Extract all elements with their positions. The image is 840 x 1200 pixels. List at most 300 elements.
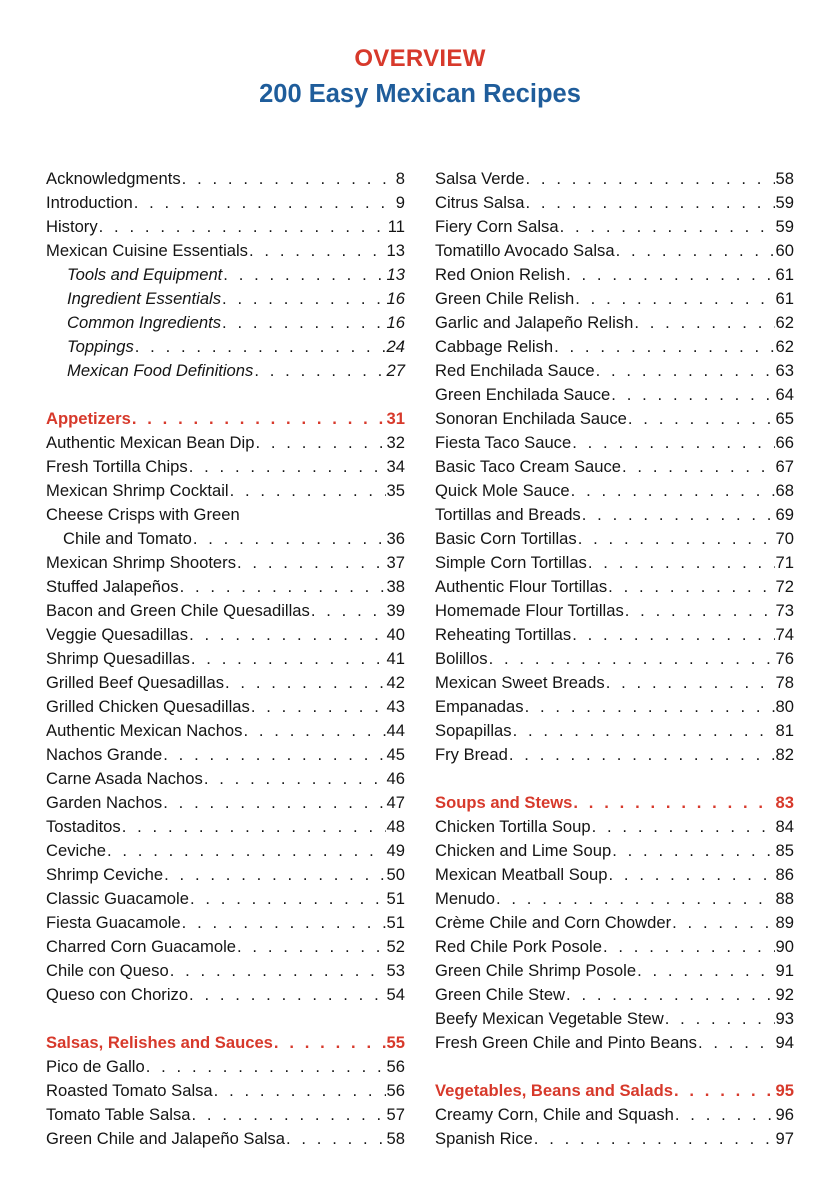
toc-entry[interactable] <box>435 815 794 839</box>
dot-leader <box>573 791 774 815</box>
entry-title: Mexican Sweet Breads <box>435 673 605 692</box>
toc-entry[interactable] <box>46 263 405 287</box>
dot-leader <box>182 911 386 935</box>
entry-page: 69 <box>775 505 794 524</box>
entry-title: Stuffed Jalapeños <box>46 577 179 596</box>
appetizers-list-b <box>46 551 405 1007</box>
toc-entry[interactable] <box>435 311 794 335</box>
toc-entry[interactable] <box>46 335 405 359</box>
book-subtitle: 200 Easy Mexican Recipes <box>259 80 581 108</box>
dot-leader <box>592 815 775 839</box>
dot-leader <box>616 239 775 263</box>
entry-page: 34 <box>386 457 405 476</box>
dot-leader <box>509 743 775 767</box>
dot-leader <box>223 263 385 287</box>
entry-title: Beefy Mexican Vegetable Stew <box>435 1009 664 1028</box>
entry-page: 8 <box>395 169 405 188</box>
entry-page: 44 <box>386 721 405 740</box>
toc-entry[interactable] <box>46 959 405 983</box>
dot-leader <box>534 1127 775 1151</box>
dot-leader <box>566 983 774 1007</box>
entry-page: 40 <box>386 625 405 644</box>
entry-page: 97 <box>775 1129 794 1148</box>
dot-leader <box>286 1127 386 1151</box>
toc-entry[interactable] <box>435 455 794 479</box>
dot-leader <box>588 551 775 575</box>
dot-leader <box>606 671 775 695</box>
entry-page: 74 <box>775 625 794 644</box>
entry-title: Spanish Rice <box>435 1129 533 1148</box>
section-heading-soups[interactable] <box>435 791 794 815</box>
toc-entry[interactable] <box>435 431 794 455</box>
entry-title: Garlic and Jalapeño Relish <box>435 313 634 332</box>
dot-leader <box>496 887 775 911</box>
toc-entry[interactable] <box>435 599 794 623</box>
dot-leader <box>274 1031 386 1055</box>
entry-page: 37 <box>386 553 405 572</box>
toc-entry[interactable] <box>435 959 794 983</box>
dot-leader <box>134 191 395 215</box>
dot-leader <box>628 407 775 431</box>
entry-title: Tomatillo Avocado Salsa <box>435 241 615 260</box>
toc-entry[interactable] <box>46 191 405 215</box>
dot-leader <box>132 407 386 431</box>
entry-page: 92 <box>775 985 794 1004</box>
dot-leader <box>254 359 385 383</box>
toc-entry[interactable] <box>46 215 405 239</box>
dot-leader <box>525 695 775 719</box>
dot-leader <box>182 167 395 191</box>
dot-leader <box>170 959 386 983</box>
entry-page: 13 <box>386 241 405 260</box>
toc-entry[interactable] <box>435 239 794 263</box>
entry-title: Tortillas and Breads <box>435 505 581 524</box>
dot-leader <box>107 839 386 863</box>
entry-page: 45 <box>386 745 405 764</box>
dot-leader <box>214 1079 386 1103</box>
entry-title: Introduction <box>46 193 133 212</box>
entry-page: 16 <box>386 313 405 332</box>
section-title: Soups and Stews <box>435 793 573 812</box>
dot-leader <box>625 599 775 623</box>
section-heading-vegetables[interactable] <box>435 1079 794 1103</box>
entry-page: 61 <box>775 265 794 284</box>
entry-page: 38 <box>386 577 405 596</box>
entry-page: 58 <box>386 1129 405 1148</box>
entry-page: 41 <box>386 649 405 668</box>
toc-entry[interactable] <box>46 647 405 671</box>
entry-page: 56 <box>386 1081 405 1100</box>
toc-entry[interactable] <box>46 719 405 743</box>
entry-title: Charred Corn Guacamole <box>46 937 236 956</box>
entry-page: 59 <box>775 217 794 236</box>
dot-leader <box>675 1103 775 1127</box>
dot-leader <box>237 935 386 959</box>
entry-title: Menudo <box>435 889 495 908</box>
entry-page: 68 <box>775 481 794 500</box>
entry-page: 96 <box>775 1105 794 1124</box>
toc-entry[interactable] <box>435 839 794 863</box>
toc-entry[interactable] <box>46 983 405 1007</box>
entry-page: 91 <box>775 961 794 980</box>
entry-title: Grilled Chicken Quesadillas <box>46 697 250 716</box>
entry-title: Fresh Green Chile and Pinto Beans <box>435 1033 697 1052</box>
toc-entry[interactable] <box>435 719 794 743</box>
toc-entry[interactable] <box>435 743 794 767</box>
dot-leader <box>251 695 386 719</box>
entry-page: 32 <box>386 433 405 452</box>
entry-title: Red Enchilada Sauce <box>435 361 595 380</box>
entry-page: 78 <box>775 673 794 692</box>
dot-leader <box>230 479 386 503</box>
entry-title: Roasted Tomato Salsa <box>46 1081 213 1100</box>
entry-page: 47 <box>386 793 405 812</box>
entry-title: Green Chile Stew <box>435 985 566 1004</box>
entry-title: Red Onion Relish <box>435 265 566 284</box>
toc-entry[interactable] <box>46 911 405 935</box>
salsas-continued-list <box>435 167 794 767</box>
entry-title: Fiesta Guacamole <box>46 913 181 932</box>
entry-title: Authentic Mexican Nachos <box>46 721 243 740</box>
entry-title: Acknowledgments <box>46 169 181 188</box>
entry-title: Basic Corn Tortillas <box>435 529 577 548</box>
entry-title: Sopapillas <box>435 721 512 740</box>
soups-list <box>435 815 794 1055</box>
dot-leader <box>99 215 387 239</box>
dot-leader <box>255 431 385 455</box>
dot-leader <box>311 599 386 623</box>
entry-title: Veggie Quesadillas <box>46 625 189 644</box>
entry-page: 39 <box>386 601 405 620</box>
entry-title: Cheese Crisps with Green <box>46 505 240 524</box>
toc-left-column <box>46 167 405 1151</box>
toc-right-column <box>435 167 794 1151</box>
dot-leader <box>622 455 775 479</box>
entry-title: Mexican Food Definitions <box>67 361 254 380</box>
entry-page: 84 <box>775 817 794 836</box>
toc-entry[interactable] <box>435 1127 794 1151</box>
entry-title: Green Chile Shrimp Posole <box>435 961 637 980</box>
entry-title: Ceviche <box>46 841 106 860</box>
entry-title: Shrimp Ceviche <box>46 865 164 884</box>
entry-title: Homemade Flour Tortillas <box>435 601 624 620</box>
entry-page: 81 <box>775 721 794 740</box>
entry-page: 63 <box>775 361 794 380</box>
entry-title: Green Chile and Jalapeño Salsa <box>46 1129 285 1148</box>
entry-title: Authentic Flour Tortillas <box>435 577 608 596</box>
entry-page: 53 <box>386 961 405 980</box>
toc-entry[interactable] <box>46 671 405 695</box>
entry-title: Tomato Table Salsa <box>46 1105 191 1124</box>
entry-page: 62 <box>775 337 794 356</box>
dot-leader <box>146 1055 386 1079</box>
entry-page: 50 <box>386 865 405 884</box>
entry-title: Mexican Shrimp Cocktail <box>46 481 229 500</box>
dot-leader <box>578 527 775 551</box>
entry-page: 51 <box>386 889 405 908</box>
dot-leader <box>560 215 775 239</box>
dot-leader <box>163 743 385 767</box>
dot-leader <box>525 191 774 215</box>
toc-entry[interactable] <box>435 479 794 503</box>
dot-leader <box>611 383 774 407</box>
entry-page: 61 <box>775 289 794 308</box>
entry-title-continued: Chile and Tomato <box>63 529 192 548</box>
toc-entry[interactable] <box>46 575 405 599</box>
toc-entry[interactable] <box>46 767 405 791</box>
entry-page: 54 <box>386 985 405 1004</box>
toc-entry[interactable] <box>46 599 405 623</box>
dot-leader <box>525 167 774 191</box>
vegetables-list <box>435 1103 794 1151</box>
entry-title: Queso con Chorizo <box>46 985 189 1004</box>
dot-leader <box>192 1103 386 1127</box>
dot-leader <box>665 1007 775 1031</box>
entry-page: 42 <box>386 673 405 692</box>
dot-leader <box>204 767 386 791</box>
toc-entry[interactable] <box>46 1103 405 1127</box>
toc-entry[interactable] <box>46 1079 405 1103</box>
entry-title: Quick Mole Sauce <box>435 481 570 500</box>
entry-title: Green Chile Relish <box>435 289 575 308</box>
entry-title: Tools and Equipment <box>67 265 223 284</box>
toc-entry[interactable] <box>435 167 794 191</box>
entry-title: Classic Guacamole <box>46 889 189 908</box>
entry-page: 11 <box>387 217 405 236</box>
dot-leader <box>122 815 386 839</box>
toc-entry[interactable] <box>435 1103 794 1127</box>
entry-page: 82 <box>775 745 794 764</box>
dot-leader <box>572 431 774 455</box>
toc-entry[interactable] <box>435 503 794 527</box>
toc-entry[interactable] <box>435 551 794 575</box>
dot-leader <box>189 455 386 479</box>
entry-title: Tostaditos <box>46 817 121 836</box>
page-header <box>0 44 840 111</box>
toc-entry[interactable] <box>46 623 405 647</box>
dot-leader <box>608 575 774 599</box>
toc-entry[interactable] <box>46 839 405 863</box>
toc-entry-wrapped-line1[interactable] <box>46 503 405 527</box>
toc-entry[interactable] <box>46 1055 405 1079</box>
toc-entry[interactable] <box>435 911 794 935</box>
toc-entry[interactable] <box>46 431 405 455</box>
toc-entry[interactable] <box>435 863 794 887</box>
entry-page: 93 <box>775 1009 794 1028</box>
entry-title: Authentic Mexican Bean Dip <box>46 433 255 452</box>
dot-leader <box>225 671 386 695</box>
entry-title: Creamy Corn, Chile and Squash <box>435 1105 674 1124</box>
dot-leader <box>572 623 774 647</box>
entry-page: 49 <box>386 841 405 860</box>
entry-page: 73 <box>775 601 794 620</box>
entry-page: 72 <box>775 577 794 596</box>
toc-entry[interactable] <box>46 455 405 479</box>
toc-entry[interactable] <box>46 815 405 839</box>
entry-page: 64 <box>775 385 794 404</box>
entry-page: 71 <box>775 553 794 572</box>
dot-leader <box>698 1031 775 1055</box>
entry-page: 43 <box>386 697 405 716</box>
toc-entry[interactable] <box>46 479 405 503</box>
toc-entry[interactable] <box>435 983 794 1007</box>
entry-title: Pico de Gallo <box>46 1057 145 1076</box>
dot-leader <box>190 887 386 911</box>
salsas-list <box>46 1055 405 1151</box>
entry-title: Bolillos <box>435 649 488 668</box>
entry-page: 60 <box>775 241 794 260</box>
toc-entry[interactable] <box>435 1031 794 1055</box>
toc-entry[interactable] <box>435 647 794 671</box>
toc-entry[interactable] <box>46 551 405 575</box>
entry-title: Mexican Shrimp Shooters <box>46 553 236 572</box>
toc-entry[interactable] <box>46 167 405 191</box>
dot-leader <box>566 263 774 287</box>
toc-entry[interactable] <box>46 695 405 719</box>
section-title: Salsas, Relishes and Sauces <box>46 1033 273 1052</box>
toc-entry[interactable] <box>46 791 405 815</box>
toc-entry[interactable] <box>435 407 794 431</box>
entry-page: 13 <box>386 265 405 284</box>
entry-page: 35 <box>386 481 405 500</box>
toc-entry[interactable] <box>46 743 405 767</box>
toc-entry[interactable] <box>435 383 794 407</box>
toc-entry[interactable] <box>435 359 794 383</box>
entry-title: Mexican Meatball Soup <box>435 865 608 884</box>
entry-title: Crème Chile and Corn Chowder <box>435 913 672 932</box>
dot-leader <box>554 335 774 359</box>
entry-page: 67 <box>775 457 794 476</box>
dot-leader <box>243 719 385 743</box>
entry-title: Fiery Corn Salsa <box>435 217 559 236</box>
toc-entry[interactable] <box>435 575 794 599</box>
toc-entry[interactable] <box>435 887 794 911</box>
entry-page: 86 <box>775 865 794 884</box>
entry-page: 89 <box>775 913 794 932</box>
toc-entry[interactable] <box>435 287 794 311</box>
dot-leader <box>249 239 386 263</box>
dot-leader <box>180 575 386 599</box>
entry-page: 46 <box>386 769 405 788</box>
entry-title: Grilled Beef Quesadillas <box>46 673 225 692</box>
dot-leader <box>674 1079 775 1103</box>
entry-title: Chicken and Lime Soup <box>435 841 612 860</box>
entry-title: Carne Asada Nachos <box>46 769 203 788</box>
section-page: 83 <box>775 793 794 812</box>
dot-leader <box>672 911 774 935</box>
entry-page: 62 <box>775 313 794 332</box>
front-matter-list <box>46 167 405 263</box>
entry-title: Salsa Verde <box>435 169 525 188</box>
toc-entry[interactable] <box>435 935 794 959</box>
toc-entry[interactable] <box>46 1127 405 1151</box>
entry-page: 57 <box>386 1105 405 1124</box>
toc-entry[interactable] <box>435 527 794 551</box>
toc-entry[interactable] <box>46 887 405 911</box>
entry-page: 16 <box>386 289 405 308</box>
entry-title: Fresh Tortilla Chips <box>46 457 188 476</box>
entry-page: 80 <box>775 697 794 716</box>
toc-entry[interactable] <box>46 239 405 263</box>
entry-page: 36 <box>386 529 405 548</box>
dot-leader <box>189 983 385 1007</box>
dot-leader <box>513 719 775 743</box>
dot-leader <box>608 863 774 887</box>
entry-page: 88 <box>775 889 794 908</box>
entry-page: 94 <box>775 1033 794 1052</box>
dot-leader <box>575 287 774 311</box>
toc-entry[interactable] <box>435 191 794 215</box>
section-heading-appetizers[interactable] <box>46 407 405 431</box>
entry-page: 90 <box>775 937 794 956</box>
dot-leader <box>634 311 774 335</box>
entry-page: 66 <box>775 433 794 452</box>
entry-title: Shrimp Quesadillas <box>46 649 190 668</box>
entry-title: Bacon and Green Chile Quesadillas <box>46 601 310 620</box>
dot-leader <box>582 503 775 527</box>
dot-leader <box>222 311 386 335</box>
entry-title: Simple Corn Tortillas <box>435 553 587 572</box>
toc-entry-wrapped-line2[interactable] <box>46 527 405 551</box>
entry-title: Fry Bread <box>435 745 508 764</box>
essentials-sub-list <box>46 263 405 383</box>
entry-page: 85 <box>775 841 794 860</box>
entry-title: History <box>46 217 98 236</box>
entry-title: Chile con Queso <box>46 961 169 980</box>
dot-leader <box>571 479 775 503</box>
section-page: 31 <box>386 409 405 428</box>
section-page: 55 <box>386 1033 405 1052</box>
entry-title: Fiesta Taco Sauce <box>435 433 572 452</box>
entry-page: 58 <box>775 169 794 188</box>
entry-title: Toppings <box>67 337 134 356</box>
toc-entry[interactable] <box>46 863 405 887</box>
dot-leader <box>489 647 775 671</box>
toc-entry[interactable] <box>46 287 405 311</box>
toc-entry[interactable] <box>435 1007 794 1031</box>
dot-leader <box>193 527 386 551</box>
entry-title: Green Enchilada Sauce <box>435 385 611 404</box>
appetizers-list-a <box>46 431 405 503</box>
toc-entry[interactable] <box>435 215 794 239</box>
toc-entry[interactable] <box>435 671 794 695</box>
entry-page: 9 <box>395 193 405 212</box>
toc-entry[interactable] <box>46 359 405 383</box>
entry-title: Nachos Grande <box>46 745 163 764</box>
section-heading-salsas[interactable] <box>46 1031 405 1055</box>
entry-title: Sonoran Enchilada Sauce <box>435 409 627 428</box>
toc-entry[interactable] <box>435 695 794 719</box>
entry-title: Cabbage Relish <box>435 337 554 356</box>
entry-page: 56 <box>386 1057 405 1076</box>
toc-entry[interactable] <box>435 623 794 647</box>
entry-title: Common Ingredients <box>67 313 222 332</box>
entry-title: Empanadas <box>435 697 524 716</box>
overview-title: OVERVIEW <box>354 45 486 72</box>
toc-entry[interactable] <box>435 263 794 287</box>
entry-title: Mexican Cuisine Essentials <box>46 241 248 260</box>
dot-leader <box>237 551 386 575</box>
section-title: Vegetables, Beans and Salads <box>435 1081 673 1100</box>
toc-entry[interactable] <box>46 311 405 335</box>
section-page: 95 <box>775 1081 794 1100</box>
dot-leader <box>603 935 775 959</box>
entry-page: 27 <box>386 361 405 380</box>
toc-entry[interactable] <box>435 335 794 359</box>
entry-title: Citrus Salsa <box>435 193 525 212</box>
entry-title: Ingredient Essentials <box>67 289 222 308</box>
toc-entry[interactable] <box>46 935 405 959</box>
